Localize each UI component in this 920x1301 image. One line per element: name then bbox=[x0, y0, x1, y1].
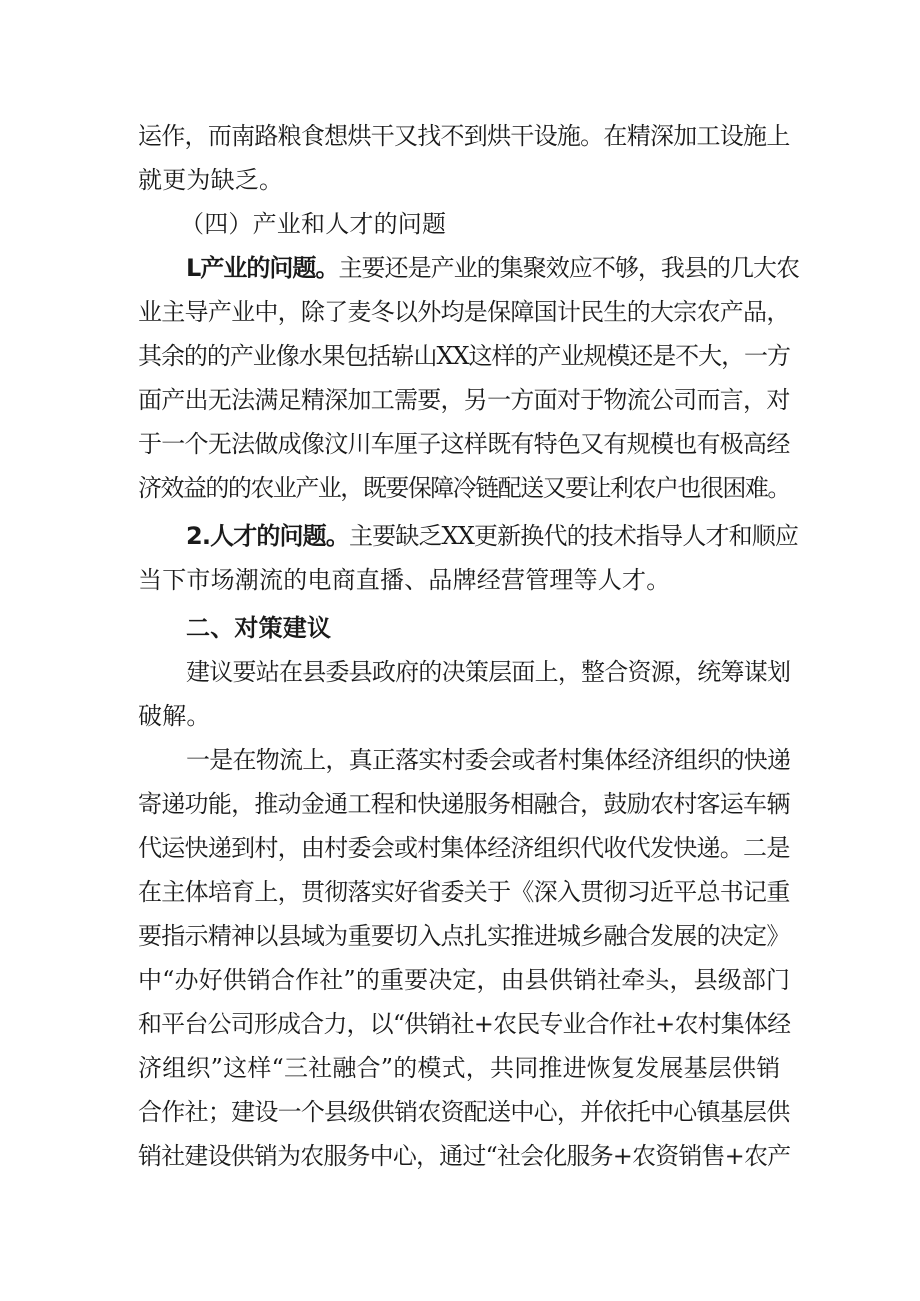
talent-text: 主要缺乏XX更新换代的技术指导人才和顺应 bbox=[348, 522, 799, 550]
body-text-line: 面产出无法满足精深加工需要，另一方面对于物流公司而言，对 bbox=[138, 386, 790, 414]
industry-lead-heading: L产业的问题。 bbox=[186, 254, 339, 282]
body-text-line: 建议要站在县委县政府的决策层面上，整合资源，统筹谋划 bbox=[186, 658, 791, 686]
section-heading-4: （四）产业和人才的问题 bbox=[180, 210, 447, 238]
body-text-line: 业主导产业中，除了麦冬以外均是保障国计民生的大宗农产品， bbox=[138, 298, 790, 326]
section-heading-2: 二、对策建议 bbox=[186, 614, 332, 642]
body-text-line: 济效益的的农业产业，既要保障冷链配送又要让利农户也很困难。 bbox=[138, 474, 790, 502]
body-text-line: 销社建设供销为农服务中心，通过“社会化服务+农资销售+农产 bbox=[138, 1142, 791, 1170]
body-text-line: 其余的的产业像水果包括崭山XX这样的产业规模还是不大，一方 bbox=[138, 342, 790, 370]
body-text-line: 于一个无法做成像汶川车厘子这样既有特色又有规模也有极高经 bbox=[138, 430, 790, 458]
body-text-line: 破解。 bbox=[138, 702, 211, 730]
body-text-line: 济组织”这样“三社融合”的模式，共同推进恢复发展基层供销 bbox=[138, 1054, 781, 1082]
industry-text: 主要还是产业的集聚效应不够，我县的几大农 bbox=[338, 254, 800, 282]
body-text-line: 在主体培育上，贯彻落实好省委关于《深入贯彻习近平总书记重 bbox=[138, 878, 790, 906]
body-text-line: 运作，而南路粮食想烘干又找不到烘干设施。在精深加工设施上 bbox=[138, 122, 790, 150]
body-text-line: 和平台公司形成合力，以“供销社+农民专业合作社+农村集体经 bbox=[138, 1010, 791, 1038]
body-text-line: 代运快递到村，由村委会或村集体经济组织代收代发快递。二是 bbox=[138, 834, 790, 862]
body-text-line: 中“办好供销合作社”的重要决定，由县供销社牵头，县级部门 bbox=[138, 966, 791, 994]
talent-lead-heading: 2.人才的问题。 bbox=[186, 522, 349, 550]
body-text-line: 一是在物流上，真正落实村委会或者村集体经济组织的快递 bbox=[186, 746, 791, 774]
body-text-line: 寄递功能，推动金通工程和快递服务相融合，鼓励农村客运车辆 bbox=[138, 790, 790, 818]
body-text-line: 就更为缺乏。 bbox=[138, 166, 284, 194]
talent-paragraph-first-line bbox=[186, 518, 798, 554]
body-text-line: 要指示精神以县域为重要切入点扎实推进城乡融合发展的决定》 bbox=[138, 922, 790, 950]
body-text-line: 合作社；建设一个县级供销农资配送中心，并依托中心镇基层供 bbox=[138, 1098, 790, 1126]
body-text-line: 当下市场潮流的电商直播、品牌经营管理等人才。 bbox=[138, 566, 671, 594]
industry-paragraph-first-line bbox=[186, 250, 799, 286]
